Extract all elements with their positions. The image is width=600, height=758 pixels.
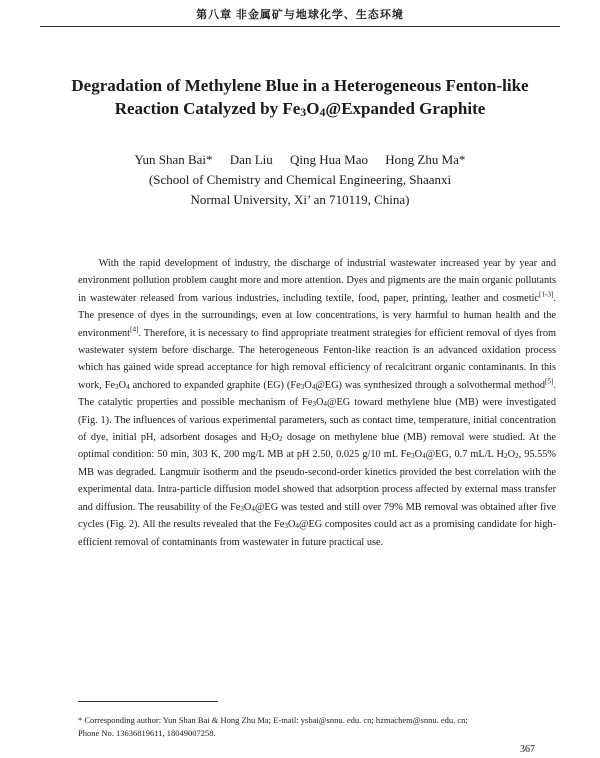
footnote-line-2: Phone No. 13636819611, 18049007258. [78,728,216,738]
author-name: Dan Liu [229,152,273,167]
page-number: 367 [520,744,535,755]
footnote-line-1: * Corresponding author: Yun Shan Bai & Hong Zhu Ma; E-mail: ysbai@snnu. edu. cn; hzmachem@snnu. edu. cn; [78,715,468,725]
title-line-2: Reaction Catalyzed by $Fe_3O_4@Expanded$ Graphite [114,99,486,119]
author-name: Qing Hua Mao [290,152,369,167]
affiliation-line-1: (School of Chemistry and Chemical Engineering, Shaanxi [148,172,452,187]
author-name: Yun Shan Bai* [134,152,213,167]
author-names [30,150,570,170]
title-line-1: Degradation of Methylene Blue in a Heterogeneous Fenton-like [71,76,529,95]
author-block [30,150,570,210]
footnote [78,714,556,740]
running-header: 第八章 非金属矿与地球化学、生态环境 [196,9,404,21]
abstract-body: With the rapid development of industry, the discharge of industrial wastewater increased year by year and environment pollution problem caught more and more attention. Dyes and pigments are the main organic pollutants in wastewater released from various industries, including textile, food, paper, printing, leather and cosmetic[1-3]. The presence of dyes in the surroundings, even at low concentrations, is very harmful to human health and the environment[4]. Therefore, it is necessary to find appropriate treatment strategies for efficient removal of dyes from wastewater system before discharge. The heterogeneous Fenton-like reaction is an advanced oxidation process which has gained wide spread acceptance for high removal efficiency of recalcitrant organic contaminants. In this work, $Fe_3O_4$ anchored to expanded graphite (EG) $(Fe_3O_4@EG)$ was synthesized through a solvothermal method[5]. The catalytic properties and possible mechanism of $Fe_3O_4@EG$ toward methylene blue (MB) were investigated (Fig. 1). The influences of various experimental parameters, such as contact time, temperature, initial concentration of dye, initial pH, adsorbent dosages and $H_2O_2$ dosage on methylene blue (MB) removal were studied. At the optimal condition: 50 min, 303 K, 200 mg/L MB at pH 2.50, 0.025 g/10 mL $Fe_3O_4@EG$, 0.7 mL/L $H_2O_2$, 95.55% MB was degraded. Langmuir isotherm and the pseudo-second-order kinetics provided the best correlation with the experimental data. Intra-particle diffusion model showed that adsorption process affected by external mass transfer and diffusion. The reusability of the $Fe_3O_4@EG$ was tested and still over 79% MB removal was obtained after five cycles (Fig. 2). All the results revealed that the $Fe_3O_4@EG$ composites could act as a promising candidate for high-efficient removal of contaminants from wastewater in future practical use. [78,258,557,548]
header-rule [40,26,560,27]
paper-title [30,74,570,120]
footnote-rule [78,701,218,702]
affiliation-line-2: Normal University, Xi’ an 710119, China) [190,192,410,207]
author-name: Hong Zhu Ma* [385,152,466,167]
